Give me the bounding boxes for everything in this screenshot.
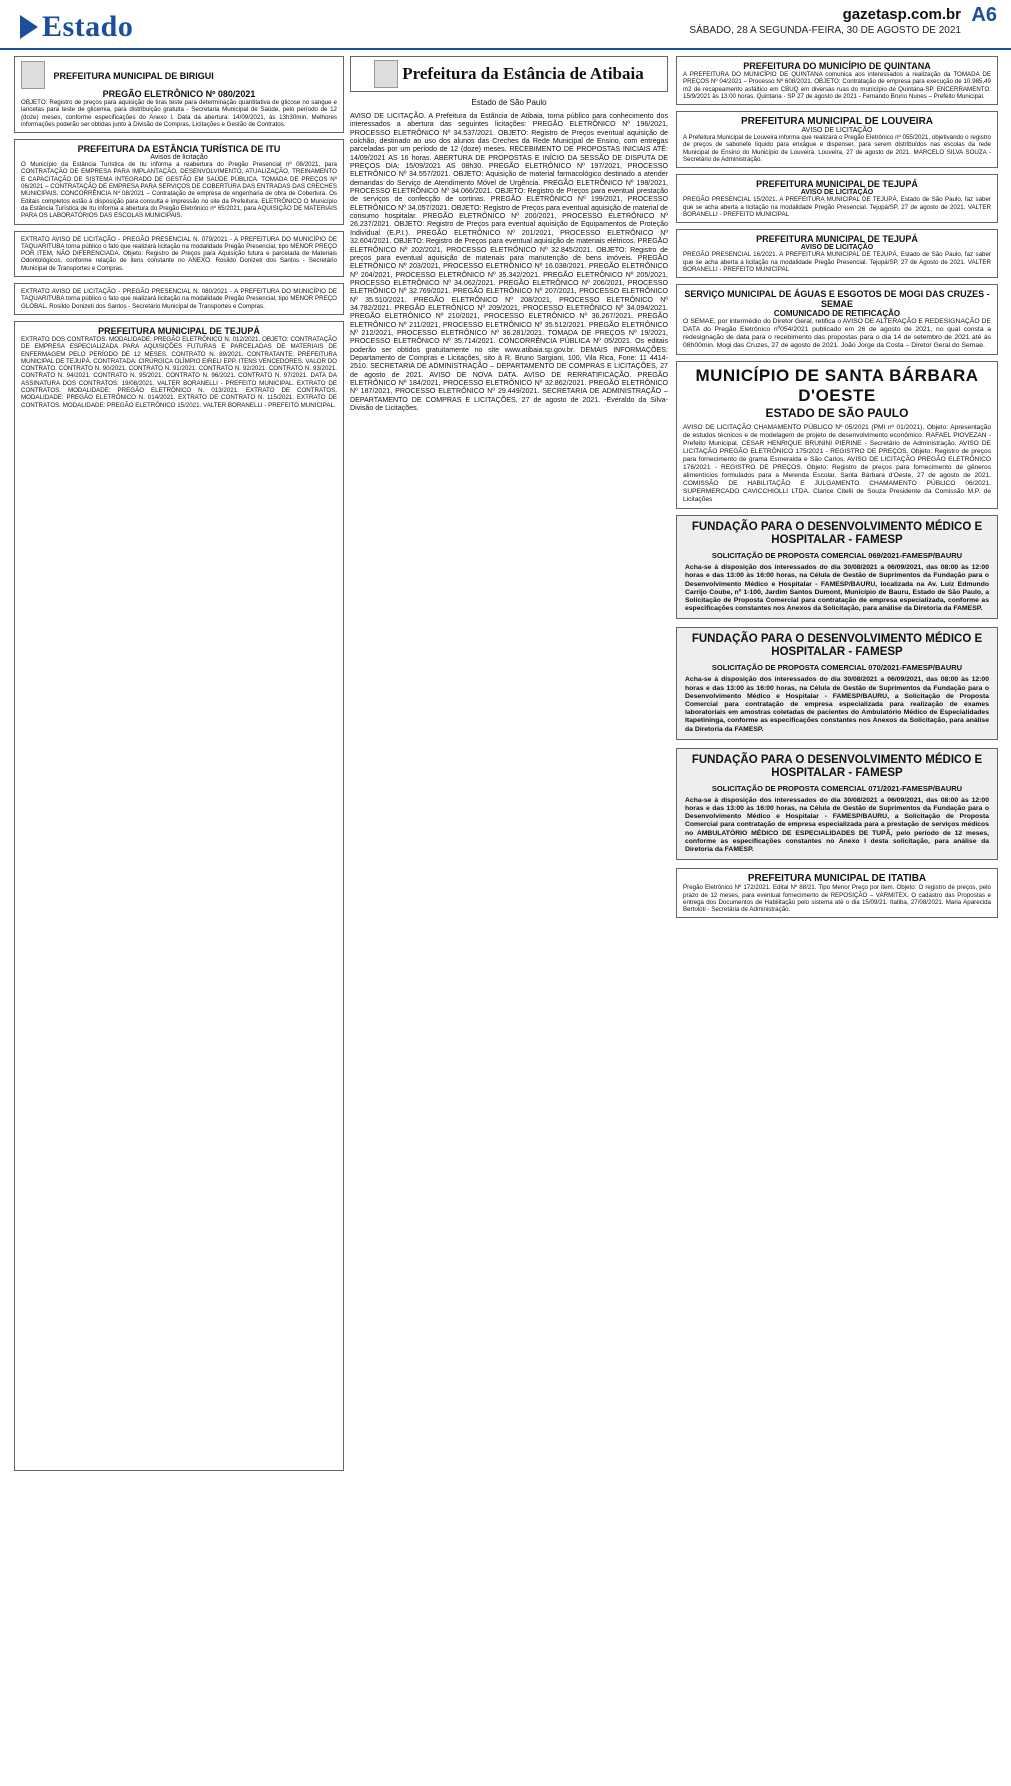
notice-title: PREFEITURA MUNICIPAL DE ITATIBA [747,873,927,885]
notice-santa-barbara [676,361,998,509]
notice-body: Acha-se à disposição dos interessados do dia 30/08/2021 a 06/09/2021, das 08:00 às 12:00 horas e das 13:00 às 16:00 horas, na Célula de Gestão de Suprimentos da Fundação para o Desenvolvimento Médico e Hospitalar - FAMESP/BAURU, a Solicitação de Proposta Comercial para contratação de empresa especializada para a prestação de serviços médicos no AMBULATÓRIO MÉDICO DE ESPECIALIDADES DE TUPÃ, pelo período de 12 meses, conforme as especificações constantes no Anexo I desta solicitação, para análise da Diretoria da FAMESP. [685,796,989,854]
notice-title: SERVIÇO MUNICIPAL DE ÁGUAS E ESGOTOS DE MOGI DAS CRUZES - SEMAE [684,289,990,310]
notice-itu [14,139,344,224]
notice-title: PREFEITURA DO MUNICÍPIO DE QUINTANA [743,61,931,71]
notice-tejupa-1 [676,174,998,223]
notice-body: PREGÃO PRESENCIAL 16/2021. A PREFEITURA MUNICIPAL DE TEJUPÁ, Estado de São Paulo, faz saber que se acha aberta a licitação na modalidade Pregão Presencial. Tejupá/SP, 27 de Agosto de 2021. VALTER BORANELLI - PREFEITO MUNICIPAL [683,251,991,273]
atibaia-body: AVISO DE LICITAÇÃO. A Prefeitura da Estância de Atibaia, torna público para conhecimento dos interessados a abertura das seguintes licitações: PREGÃO ELETRÔNICO Nº 196/2021, PROCESSO ELETRÔNICO Nº 34.537/2021. OBJETO: Registro de Preços eventual aquisição de colchão, destinado ao uso dos alunos das Creches da Rede Municipal de Ensino, com entregas parceladas por um período de 12 (doze) meses. RECEBIMENTO DE PROPOSTAS INICIAIS ATÉ: 14/09/2021 AS 16 horas. ABERTURA DE PROPOSTAS E INÍCIO DA SESSÃO DE DISPUTA DE PREÇOS DIA: 15/09/2021 AS 08h30. PREGÃO ELETRÔNICO Nº 197/2021, PROCESSO ELETRÔNICO Nº 34.557/2021. OBJETO: Aquisição de material farmacológico destinado a atender demandas do Serviço de Atendimento Móvel de Urgência. PREGÃO ELETRÔNICO Nº 198/2021, PROCESSO ELETRÔNICO Nº 34.066/2021. OBJETO: Registro de Preços para eventual prestação de serviços de confecção de cortinas. PREGÃO ELETRÔNICO Nº 199/2021, PROCESSO ELETRÔNICO Nº 34.057/2021. OBJETO: Registro de Preços para eventual aquisição de material de consumo hospitalar. PREGÃO ELETRÔNICO Nº 200/2021, PROCESSO ELETRÔNICO Nº 26.237/2021. OBJETO: Registro de Preços para eventual aquisição de Equipamentos de Proteção Individual (E.P.I.). PREGÃO ELETRÔNICO Nº 201/2021, PROCESSO ELETRÔNICO Nº 32.604/2021. OBJETO: Registro de Preços para eventual aquisição de materiais elétricos. PREGÃO ELETRÔNICO Nº 202/2021, PROCESSO ELETRÔNICO Nº 32.845/2021. OBJETO: Registro de preços para eventual aquisição de materiais para manutenção de bens imóveis. PREGÃO ELETRÔNICO Nº 203/2021, PROCESSO ELETRÔNICO Nº 16.038/2021. PREGÃO ELETRÔNICO Nº 204/2021, PROCESSO ELETRÔNICO Nº 35.342/2021. PREGÃO ELETRÔNICO Nº 205/2021, PROCESSO ELETRÔNICO Nº 34.062/2021. PREGÃO ELETRÔNICO Nº 206/2021, PROCESSO ELETRÔNICO Nº 32.769/2021. PREGÃO ELETRÔNICO Nº 207/2021, PROCESSO ELETRÔNICO Nº 35.510/2021. PREGÃO ELETRÔNICO Nº 208/2021, PROCESSO ELETRÔNICO Nº 34.782/2021. PREGÃO ELETRÔNICO Nº 209/2021, PROCESSO ELETRÔNICO Nº 34.094/2021. PREGÃO ELETRÔNICO Nº 210/2021, PROCESSO ELETRÔNICO Nº 36.267/2021. PREGÃO ELETRÔNICO Nº 211/2021, PROCESSO ELETRÔNICO Nº 35.512/2021. PREGÃO ELETRÔNICO Nº 212/2021, PROCESSO ELETRÔNICO Nº 36.281/2021. TOMADA DE PREÇOS Nº 19/2021, PROCESSO ELETRÔNICO Nº 35.714/2021. CONCORRÊNCIA PÚBLICA Nº 05/2021. Os editais poderão ser obtidos gratuitamente no site www.atibaia.sp.gov.br. DEMAIS INFORMAÇÕES: Departamento de Compras e Licitações, sito à R. Bruno Sargiani, 100, Vila Rica, Fone: 11 4414-2510. SECRETARIA DE ADMINISTRAÇÃO – DEPARTAMENTO DE COMPRAS E LICITAÇÕES, 27 de agosto de 2021. AVISO DE NOVA DATA. AVISO DE RERRATIFICAÇÃO. PREGÃO ELETRÔNICO Nº 184/2021, PROCESSO ELETRÔNICO Nº 32.862/2021. PREGÃO ELETRÔNICO Nº 187/2021, PROCESSO ELETRÔNICO Nº 29.449/2021. SECRETARIA DE ADMINISTRAÇÃO – DEPARTAMENTO DE COMPRAS E LICITAÇÕES, 27 de agosto de 2021. -Everaldo da Silva- Divisão de Licitações. [350,112,668,413]
notice-title: PREFEITURA MUNICIPAL DE LOUVEIRA [740,116,934,128]
logo-text: Estado [42,10,134,43]
notice-title: FUNDAÇÃO PARA O DESENVOLVIMENTO MÉDICO E HOSPITALAR - FAMESP [691,521,983,547]
notice-famesp-069 [676,515,998,619]
notice-quintana [676,56,998,105]
arrow-icon [20,15,38,39]
estado-logo [20,10,133,44]
notice-body: EXTRATO DOS CONTRATOS. MODALIDADE: PREGÃO ELETRÔNICO N. 012/2021. OBJETO: CONTRATAÇÃO DE EMPRESA ESPECIALIZADA PARA AQUISIÇÕES FUTURAS E PARCELADAS DE MATERIAIS DE ENFERMAGEM PELO PERÍODO DE 12 MESES. CONTRATO N. 89/2021. CONTRATANTE: PREFEITURA MUNICIPAL DE TEJUPÁ. CONTRATADA: CIRÚRGICA OLÍMPIO EIRELI EPP. ITENS VENCEDORES. VALOR DO CONTRATO. CONTRATO N. 90/2021. CONTRATO N. 91/2021. CONTRATO N. 92/2021. CONTRATO N. 93/2021. CONTRATO N. 94/2021. CONTRATO N. 95/2021. CONTRATO N. 96/2021. CONTRATO N. 97/2021. DATA DA ASSINATURA DOS CONTRATOS: 19/08/2021. VALTER BORANELLI - PREFEITO MUNICIPAL. EXTRATO DE CONTRATOS. MODALIDADE: PREGÃO ELETRÔNICO N. 013/2021. EXTRATO DE CONTRATOS. MODALIDADE: PREGÃO ELETRÔNICO N. 014/2021. EXTRATO DE CONTRATO N. 115/2021. EXTRATO DE CONTRATOS. MODALIDADE: PREGÃO ELETRÔNICO 15/2021. VALTER BORANELLI - PREFEITO MUNICIPAL. [21,335,337,409]
notice-body: OBJETO: Registro de preços para aquisição de tiras teste para determinação quantitativa de glicose no sangue e lancetas para teste de glicemia, para distribuição gratuita - Secretaria Municipal de Saúde, pelo período de 12 (doze) meses, conforme especificações do Anexo I. Data da abertura: 14/09/2021, às 13h30min. Melhores informações poderão ser obtidas junto à Divisão de Compras, Licitações e Gestão de Contratos. [21,99,337,128]
notice-semae [676,284,998,355]
notice-title: PREFEITURA MUNICIPAL DE TEJUPÁ [756,179,918,190]
notice-subtitle: PREGÃO ELETRÔNICO Nº 080/2021 [102,89,256,99]
notice-famesp-070 [676,627,998,739]
notice-subtitle: SOLICITAÇÃO DE PROPOSTA COMERCIAL 071/2021-FAMESP/BAURU [711,783,963,793]
birigui-seal-icon [21,61,45,89]
atibaia-banner [350,56,668,92]
notice-body: Acha-se à disposição dos interessados do dia 30/08/2021 a 06/09/2021, das 08:00 às 12:00 horas e das 13:00 às 16:00 horas, na Célula de Gestão de Suprimentos da Fundação para o Desenvolvimento Médico e Hospitalar - FAMESP/BAURU, localizada na Av. Luiz Edmundo Carrijo Coube, nº 1-100, Jardim Santos Dumont, Município de Bauru, Estado de São Paulo, a Solicitação de Proposta Comercial para contratação de empresa especializada, conforme as especificações constantes nos Anexos da Solicitação, para análise da Diretoria da FAMESP. [685,564,989,613]
notice-famesp-071 [676,748,998,860]
column-left [14,56,344,1776]
page-number: A6 [971,4,997,26]
notice-subtitle: COMUNICADO DE RETIFICAÇÃO [773,309,901,319]
notice-tejupa-2 [676,229,998,278]
notice-subtitle: AVISO DE LICITAÇÃO [800,244,874,252]
notice-body: EXTRATO AVISO DE LICITAÇÃO - PREGÃO PRESENCIAL N. 079/2021 - A PREFEITURA DO MUNICÍPIO DE TAQUARITUBA torna público o fato que realizará licitação na modalidade Pregão Presencial, tipo MENOR PREÇO POR ITEM, NÃO DIFERENCIADA. Objeto: Registro de Preços para Aquisição futura e parcelada de Materiais Odontológicos, conforme relação de itens constante no ANEXO. Rosildo Donizeti dos Santos - Secretário Municipal de Transportes e Compras. [21,235,337,272]
column-middle [350,56,668,1776]
notice-body: PREGÃO PRESENCIAL 15/2021. A PREFEITURA MUNICIPAL DE TEJUPÁ, Estado de São Paulo, faz saber que se acha aberta a licitação na modalidade Pregão Presencial. Tejupá/SP, 27 de agosto de 2021. VALTER BORANELLI - PREFEITO MUNICIPAL [683,196,991,218]
notice-louveira [676,111,998,168]
notice-taquarituba-2 [14,283,344,315]
page-header [0,0,1011,50]
notice-subtitle: SOLICITAÇÃO DE PROPOSTA COMERCIAL 070/2021-FAMESP/BAURU [711,663,963,673]
notice-title: FUNDAÇÃO PARA O DESENVOLVIMENTO MÉDICO E HOSPITALAR - FAMESP [691,753,983,779]
banner-title: Prefeitura da Estância de Atibaia [402,64,644,83]
notice-body: A PREFEITURA DO MUNICÍPIO DE QUINTANA comunica aos interessados a realização da TOMADA DE PREÇOS Nº 04/2021 – Processo Nº 608/2021. OBJETO: Contratação de empresa para execução de 10.985,49 m2 de recapeamento asfáltico em CBUQ em diversas ruas do município de Quintana-SP. ENCERRAMENTO: 15/9/2021 às 13:00 horas. Quintana - SP 27 de agosto de 2021 - Fernando Bruno Nunes – Prefeito Municipal. [683,71,991,100]
notice-tejupa-contracts [14,321,344,1471]
notice-subtitle: SOLICITAÇÃO DE PROPOSTA COMERCIAL 069/2021-FAMESP/BAURU [711,551,963,561]
notice-itatiba [676,868,998,918]
notice-title: PREFEITURA MUNICIPAL DE TEJUPÁ [756,234,918,245]
notice-subtitle: AVISO DE LICITAÇÃO [801,127,873,135]
atibaia-seal-icon [374,60,398,88]
notice-body: AVISO DE LICITAÇÃO CHAMAMENTO PÚBLICO Nº 05/2021 (PMI nº 01/2021). Objeto: Apresentação de estudos técnicos e de modelagem de projeto de desenvolvimento econômico. RAFAEL PIOVEZAN - Prefeito Municipal. CESAR HENRIQUE BRUNINI PIERINE - Secretário de Administração. AVISO DE LICITAÇÃO PREGÃO ELETRÔNICO 175/2021 - REGISTRO DE PREÇOS. Objeto: Registro de preços para fornecimento de grama Esmeralda e São Carlos. AVISO DE LICITAÇÃO PREGÃO ELETRÔNICO 176/2021 - REGISTRO DE PREÇOS. Objeto: Registro de preços para fornecimento de gêneros alimentícios formulados para a Merenda Escolar. Santa Bárbara d'Oeste, 27 de agosto de 2021. COMISSÃO DE HABILITAÇÃO E JULGAMENTO CHAMAMENTO PÚBLICO 06/2021. SUPERMERCADO CAVICCHIOLLI LTDA. Clarice Citelli de Souza Presidente da Comissão M.P. de Licitações [683,424,991,504]
notice-title: MUNICÍPIO DE SANTA BÁRBARA D'OESTE [695,366,979,406]
banner-subtitle: Estado de São Paulo [471,98,547,107]
notice-title: FUNDAÇÃO PARA O DESENVOLVIMENTO MÉDICO E HOSPITALAR - FAMESP [691,633,983,659]
notice-title: PREFEITURA DA ESTÂNCIA TURÍSTICA DE ITU [77,144,281,155]
issue-date: SÁBADO, 28 A SEGUNDA-FEIRA, 30 DE AGOSTO DE 2021 [689,25,961,36]
notice-body: Pregão Eletrônico Nº 172/2021. Edital Nº 88/21. Tipo Menor Preço por item. Objeto: O registro de preços, pelo prazo de 12 meses, para eventual fornecimento de REPOSIÇÃO – VARMITEX. O cadastro das Propostas e entrega dos Documentos de Habilitação pelo sistema até o dia 15/09/21. Itatiba, 27/08/2021. Maria Aparecida Bertoloti - Secretária de Administração. [683,884,991,914]
notice-body: O SEMAE, por intermédio do Diretor Geral, retifica o AVISO DE ALTERAÇÃO E REDESIGNAÇÃO DE DATA do Pregão Eletrônico nº054/2021 publicado em 26 de agosto de 2021, no qual consta a redesignação de data para o recebimento das propostas para o dia 14 de setembro de 2021 até às 08h00min. Mogi das Cruzes, 27 de agosto de 2021. João Jorge da Costa – Diretor Geral do Semae. [683,318,991,350]
notice-title: PREFEITURA MUNICIPAL DE TEJUPÁ [98,325,260,336]
notice-taquarituba-1 [14,231,344,277]
notice-subtitle: AVISO DE LICITAÇÃO [800,189,874,197]
notice-body: Acha-se à disposição dos interessados do dia 30/08/2021 a 06/09/2021, das 08:00 às 12:00 horas e das 13:00 às 16:00 horas, na Célula de Gestão de Suprimentos da Fundação para o Desenvolvimento Médico e Hospitalar - FAMESP/BAURU, a Solicitação de Proposta Comercial para contratação de empresa especializada para realização de exames laboratoriais em amostras coletadas de pacientes do Ambulatório Médico de Especialidades Itapetininga, conforme as especificações constantes nos Anexos da Solicitação, para análise da Diretoria da FAMESP. [685,676,989,733]
site-name[interactable]: gazetasp.com.br [842,6,961,23]
notice-body: A Prefeitura Municipal de Louveira informa que realizará o Pregão Eletrônico nº 055/2021, objetivando o registro de preços de sabonete líquido para enxágue e dispenser, para serem distribuídos nas escolas da rede Municipal de Ensino do Município de Louveira. Louveira, 27 de agosto de 2021. MARCELO SILVA SOUZA - Secretário de Administração. [683,134,991,164]
notice-body: O Município da Estância Turística de Itu informa a reabertura do Pregão Presencial nº 08/2021, para CONTRATAÇÃO DE EMPRESA PARA IMPLANTAÇÃO, DESENVOLVIMENTO, ATUALIZAÇÃO, TREINAMENTO E CAPACITAÇÃO DE SISTEMA INTEGRADO DE GESTÃO EM SAÚDE PÚBLICA. TOMADA DE PREÇOS Nº 06/2021 – CONTRATAÇÃO DE EMPRESA PARA SERVIÇOS DE COBERTURA DAS ENTRADAS DAS CRECHES MUNICIPAIS. CONCORRÊNCIA Nº 08/2021 – Contratação de empresa de engenharia de obra de Cobertura. Os Editais completos estão à disposição para consulta e impressão no site da Prefeitura. ELETRÔNICO O Município da Estância Turística de Itu informa a abertura do Pregão Eletrônico nº 65/2021, para AQUISIÇÃO DE MATERIAIS PARA OS LABORATÓRIOS DAS ESCOLAS MUNICIPAIS. [21,161,337,220]
notice-body: EXTRATO AVISO DE LICITAÇÃO - PREGÃO PRESENCIAL N. 080/2021 - A PREFEITURA DO MUNICÍPIO DE TAQUARITUBA torna público o fato que realizará licitação na modalidade Pregão Presencial, tipo MENOR PREÇO GLOBAL. Rosildo Donizeti dos Santos - Secretário Municipal de Transportes e Compras. [21,288,337,310]
notice-subtitle: ESTADO DE SÃO PAULO [765,406,909,421]
header-info [689,6,961,36]
column-right [676,56,998,1776]
notice-subtitle: Avisos de licitação [150,154,208,162]
notice-birigui [14,56,344,133]
notice-title: PREFEITURA MUNICIPAL DE BIRIGUI [53,71,214,82]
